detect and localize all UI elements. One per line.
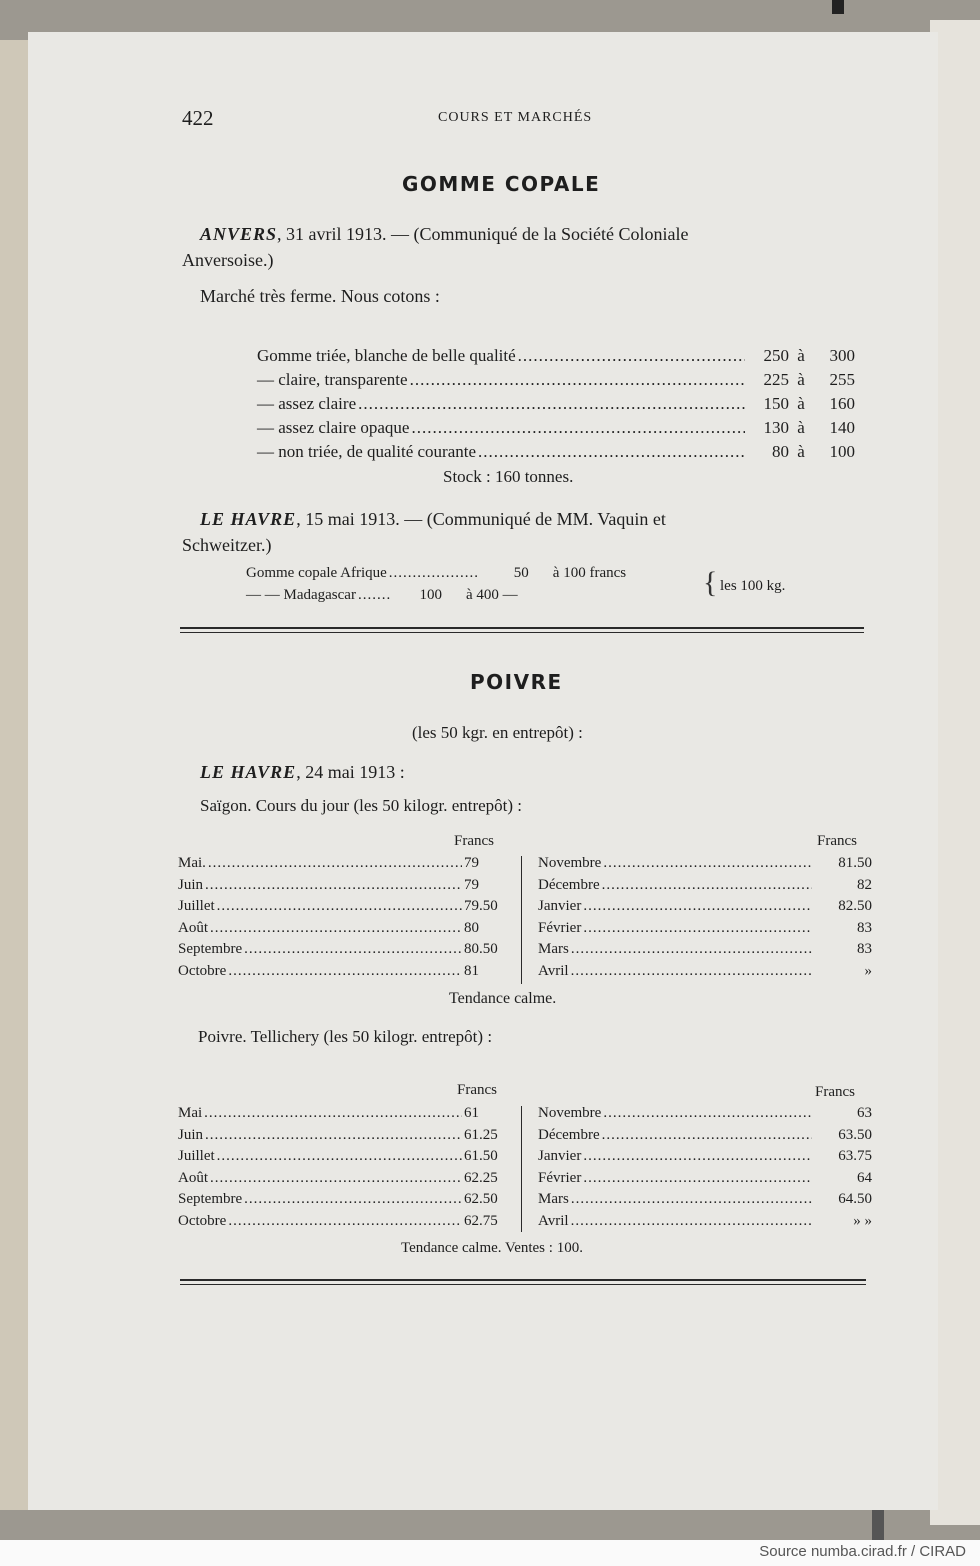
month-price: 81.50	[838, 855, 872, 871]
section-divider-2b	[180, 1284, 866, 1285]
leader-dots	[210, 920, 462, 937]
tellichery-column-rule	[521, 1106, 522, 1232]
month-label: Février	[538, 919, 582, 936]
price-row	[538, 963, 872, 980]
month-label: Mars	[538, 1191, 569, 1207]
month-label: Février	[538, 1169, 582, 1186]
section-divider-1b	[180, 632, 864, 633]
section-divider-1a	[180, 627, 864, 629]
month-price: 61.25	[464, 1126, 498, 1143]
poivre-date: , 24 mai 1913 :	[296, 762, 405, 782]
saigon-trend: Tendance calme.	[449, 990, 557, 1007]
gomme-price-sep: à	[797, 394, 805, 413]
gomme-row	[257, 370, 855, 390]
gomme-row	[257, 346, 855, 366]
leader-dots	[583, 1148, 812, 1165]
price-row	[178, 941, 512, 958]
price-row	[538, 920, 872, 937]
month-label: Août	[178, 1169, 208, 1186]
leader-dots	[228, 1213, 462, 1230]
leader-dots	[358, 394, 745, 414]
price-row	[178, 1170, 512, 1187]
leader-dots	[583, 920, 812, 937]
month-price: 79	[464, 855, 479, 871]
saigon-column-rule	[521, 856, 522, 984]
month-price: » »	[853, 1212, 872, 1229]
leader-dots	[571, 1191, 812, 1208]
tellichery-col-header-left: Francs	[457, 1082, 497, 1098]
book-page	[28, 32, 938, 1510]
month-price: 80.50	[464, 941, 498, 957]
anvers-city: ANVERS	[200, 224, 278, 244]
price-row	[538, 1213, 872, 1230]
leader-dots	[571, 963, 812, 980]
gomme-label: — claire, transparente	[257, 370, 408, 389]
saigon-col-header-left: Francs	[454, 833, 494, 849]
section-title-gomme: GOMME COPALE	[402, 172, 601, 196]
month-label: Janvier	[538, 1148, 582, 1164]
leader-dots	[217, 1148, 462, 1165]
section-title-poivre: POIVRE	[470, 670, 563, 694]
price-row	[178, 855, 512, 872]
month-label: Septembre	[178, 941, 243, 957]
month-price: 83	[857, 919, 872, 936]
leader-dots	[208, 855, 462, 872]
price-row	[178, 877, 512, 894]
havre-gomme-row	[246, 565, 698, 582]
leader-dots	[571, 1213, 812, 1230]
source-credit: Source numba.cirad.fr / CIRAD	[759, 1543, 966, 1560]
leader-dots	[518, 346, 745, 366]
gomme-price-from: 250	[763, 346, 789, 365]
month-price: 82	[857, 876, 872, 893]
gomme-price-to: 300	[829, 346, 855, 365]
leader-dots	[583, 1170, 812, 1187]
gomme-price-sep: à	[797, 418, 805, 437]
gomme-price-to: 100	[829, 442, 855, 461]
price-row	[178, 1213, 512, 1230]
month-price: 79	[464, 876, 479, 893]
month-price: 63.50	[838, 1126, 872, 1143]
leader-dots	[603, 855, 812, 872]
gomme-label: — non triée, de qualité courante	[257, 442, 477, 461]
book-clip	[832, 0, 844, 14]
price-row	[538, 898, 872, 915]
havre-gomme-intro-text: , 15 mai 1913. — (Communiqué de MM. Vaquin et	[296, 509, 666, 529]
running-head: COURS ET MARCHÉS	[438, 110, 593, 125]
gomme-row	[257, 394, 855, 414]
havre-gomme-from: 50	[513, 565, 529, 581]
price-row	[538, 855, 872, 872]
month-price: »	[864, 962, 872, 979]
tellichery-col-header-right: Francs	[815, 1084, 855, 1100]
leader-dots	[228, 963, 462, 980]
month-label: Décembre	[538, 1126, 600, 1143]
month-price: 79.50	[464, 898, 498, 914]
gomme-row	[257, 418, 855, 438]
gomme-label: — assez claire opaque	[257, 418, 410, 437]
gomme-label: — assez claire	[257, 394, 357, 413]
havre-gomme-city: LE HAVRE	[200, 509, 297, 529]
price-row	[178, 898, 512, 915]
havre-gomme-intro-line2: Schweitzer.)	[182, 535, 272, 555]
gomme-price-from: 150	[763, 394, 789, 413]
havre-gomme-label: Gomme copale Afrique	[246, 565, 387, 581]
month-label: Juillet	[178, 1148, 215, 1164]
month-price: 81	[464, 962, 479, 979]
month-price: 63.75	[838, 1148, 872, 1164]
price-row	[178, 963, 512, 980]
month-price: 62.50	[464, 1191, 498, 1207]
leader-dots	[210, 1170, 462, 1187]
leader-dots	[602, 877, 812, 894]
havre-gomme-intro-line1	[200, 509, 666, 530]
leader-dots	[583, 898, 812, 915]
month-label: Juillet	[178, 898, 215, 914]
anvers-intro-line2: Anversoise.)	[182, 250, 274, 270]
month-label: Juin	[178, 876, 204, 893]
price-row	[538, 1170, 872, 1187]
anvers-intro-text: , 31 avril 1913. — (Communiqué de la Société Coloniale	[277, 224, 689, 244]
month-price: 82.50	[838, 898, 872, 914]
book-edge-left	[0, 40, 30, 1510]
price-row	[178, 1105, 512, 1122]
leader-dots	[204, 1105, 462, 1122]
gomme-price-from: 225	[763, 370, 789, 389]
price-row	[538, 1127, 872, 1144]
havre-gomme-row	[246, 587, 698, 604]
month-price: 61.50	[464, 1148, 498, 1164]
month-label: Août	[178, 919, 208, 936]
saigon-heading: Saïgon. Cours du jour (les 50 kilogr. entrepôt) :	[200, 796, 523, 815]
month-price: 63	[857, 1105, 872, 1121]
poivre-havre-line	[200, 762, 405, 783]
gomme-price-from: 80	[772, 442, 789, 461]
leader-dots	[603, 1105, 812, 1122]
month-label: Octobre	[178, 1212, 227, 1229]
leader-dots	[217, 898, 462, 915]
month-label: Novembre	[538, 1105, 602, 1121]
gomme-price-to: 140	[829, 418, 855, 437]
month-label: Décembre	[538, 876, 600, 893]
leader-dots	[571, 941, 812, 958]
gomme-price-sep: à	[797, 346, 805, 365]
gomme-price-sep: à	[797, 370, 805, 389]
month-price: 62.25	[464, 1169, 498, 1186]
gomme-price-from: 130	[763, 418, 789, 437]
month-label: Janvier	[538, 898, 582, 914]
saigon-col-header-right: Francs	[817, 833, 857, 849]
anvers-intro-line1	[200, 224, 876, 245]
price-row	[538, 941, 872, 958]
month-label: Avril	[538, 962, 569, 979]
price-row	[178, 1191, 512, 1208]
month-price: 64.50	[838, 1191, 872, 1207]
month-price: 80	[464, 919, 479, 936]
havre-gomme-label: — — Madagascar	[246, 587, 356, 603]
month-price: 83	[857, 941, 872, 957]
leader-dots	[602, 1127, 812, 1144]
price-row	[538, 1191, 872, 1208]
price-row	[178, 1148, 512, 1165]
leader-dots	[410, 370, 745, 390]
havre-gomme-unit: les 100 kg.	[720, 578, 786, 594]
month-price: 62.75	[464, 1212, 498, 1229]
anvers-stock: Stock : 160 tonnes.	[443, 467, 574, 486]
anvers-market: Marché très ferme. Nous cotons :	[200, 286, 440, 306]
month-price: 64	[857, 1169, 872, 1186]
tellichery-trend: Tendance calme. Ventes : 100.	[401, 1240, 583, 1256]
leader-dots	[358, 587, 390, 604]
month-label: Novembre	[538, 855, 602, 871]
brace: {	[703, 566, 718, 599]
leader-dots	[389, 565, 477, 582]
page-number: 422	[182, 106, 214, 130]
gomme-row	[257, 442, 855, 462]
month-label: Avril	[538, 1212, 569, 1229]
gomme-label: Gomme triée, blanche de belle qualité	[257, 346, 516, 365]
havre-gomme-from: 100	[419, 587, 442, 603]
leader-dots	[244, 1191, 462, 1208]
gomme-price-sep: à	[797, 442, 805, 461]
havre-gomme-mid: à 100 francs	[552, 565, 627, 581]
leader-dots	[244, 941, 462, 958]
leader-dots	[411, 418, 745, 438]
month-label: Septembre	[178, 1191, 243, 1207]
leader-dots	[478, 442, 745, 462]
poivre-subtitle: (les 50 kgr. en entrepôt) :	[412, 723, 583, 742]
month-label: Mai.	[178, 855, 206, 871]
month-label: Mars	[538, 941, 569, 957]
price-row	[538, 1148, 872, 1165]
poivre-city: LE HAVRE	[200, 762, 297, 782]
havre-gomme-mid: à 400 —	[465, 587, 518, 603]
tellichery-heading: Poivre. Tellichery (les 50 kilogr. entrepôt) :	[198, 1027, 493, 1046]
gomme-price-to: 160	[829, 394, 855, 413]
price-row	[178, 1127, 512, 1144]
price-row	[538, 1105, 872, 1122]
month-label: Octobre	[178, 962, 227, 979]
gomme-price-to: 255	[829, 370, 855, 389]
price-row	[178, 920, 512, 937]
price-row	[538, 877, 872, 894]
leader-dots	[205, 877, 462, 894]
section-divider-2a	[180, 1279, 866, 1281]
leader-dots	[205, 1127, 462, 1144]
month-label: Juin	[178, 1126, 204, 1143]
month-label: Mai	[178, 1105, 203, 1121]
month-price: 61	[464, 1105, 479, 1121]
